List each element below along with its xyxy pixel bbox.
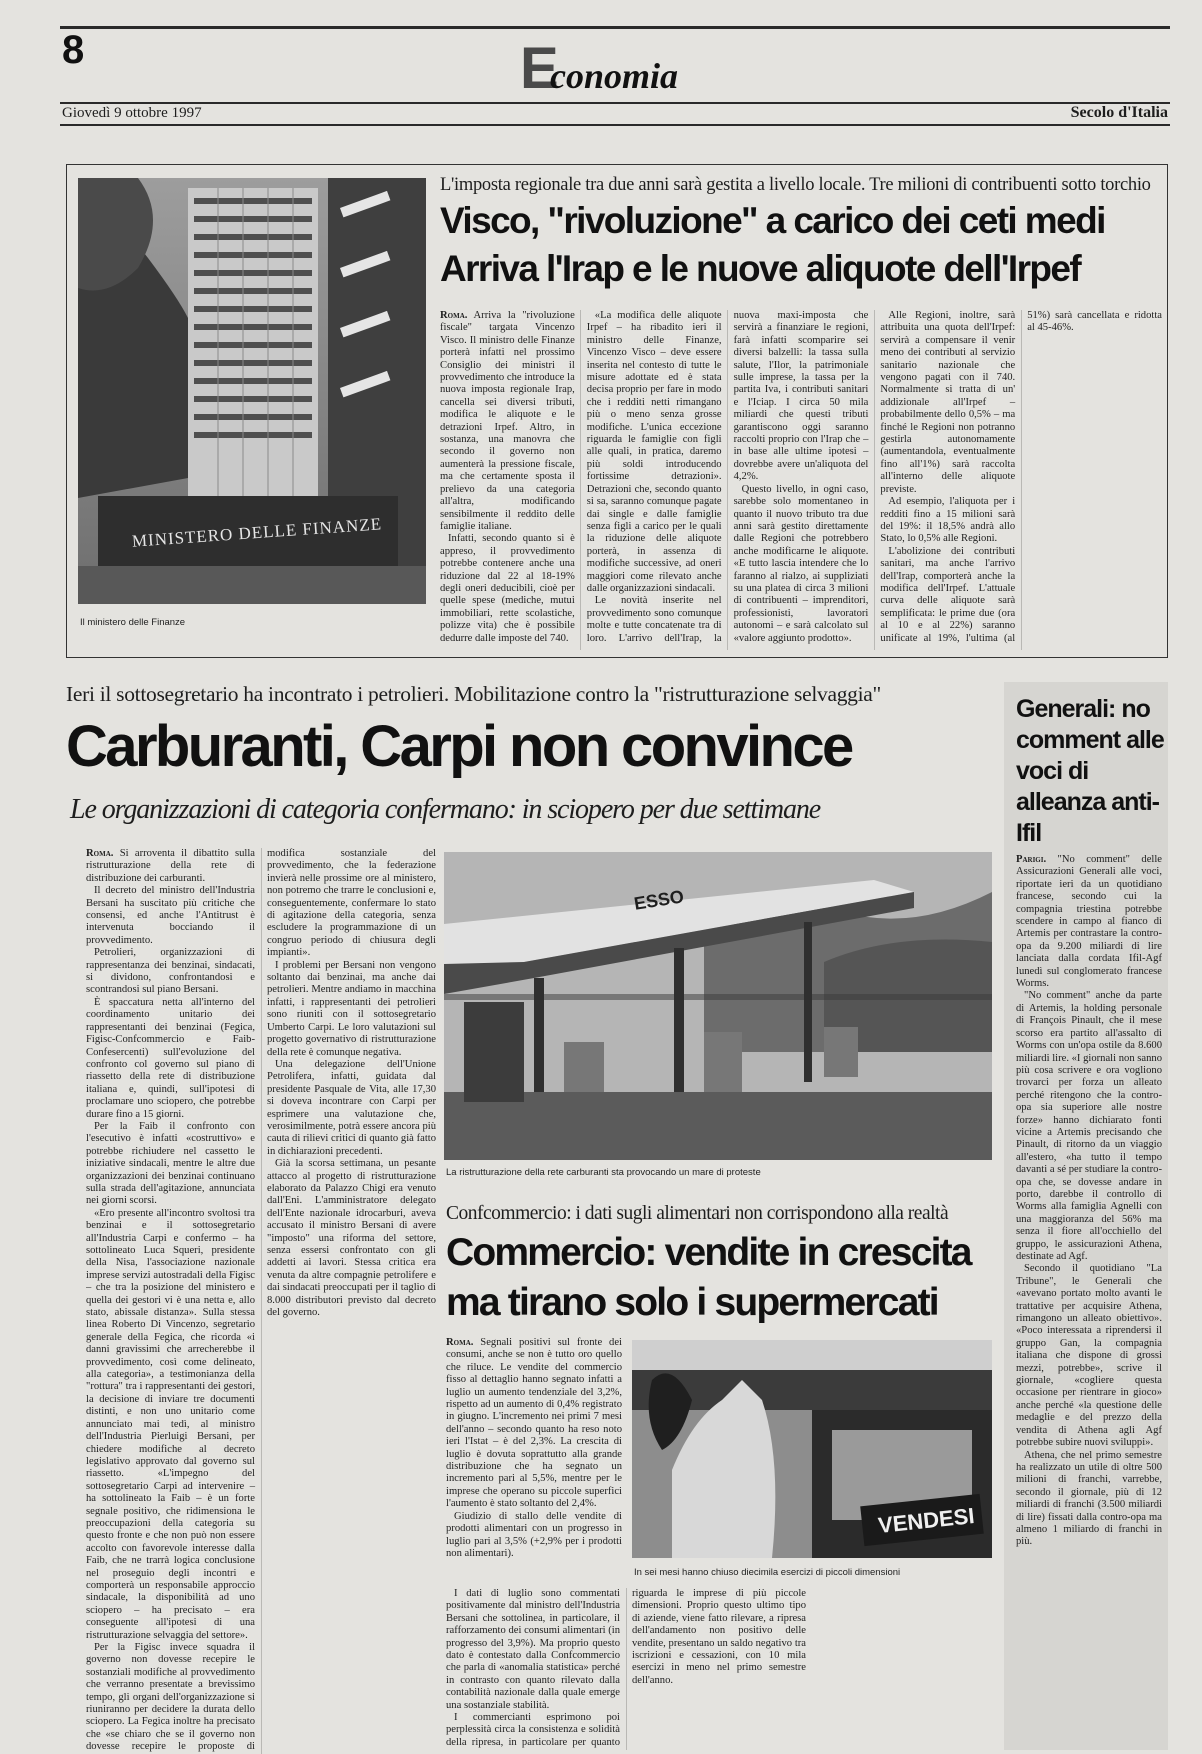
commercio-headline-line2: ma tirano solo i supermercati: [446, 1281, 938, 1324]
body-paragraph: "No comment" anche da parte di Artemis, la holding personale di François Pinault, che il mese scorso era partito all'assalto di Worms con un'opa ostile da 8.600 miliardi lire. «I giornali non sanno più cosa scrivere e ora vogliono trovarci per forza un alleato perché ritengono che la contro-opa sia superiore alle nostre forze» hanno dichiarato fonti vicine a Artemis precisando che Pinault, di ritorno da un viaggio all'estero, «ha tutto il tempo davanti a sé per studiare la contro-opa che, se dovesse andare in porto, darebbe il controllo di Worms alla famiglia Agnelli con una maggioranza del 56% ma senza il fiore all'occhiello del gruppo, le assicurazioni Athena, destinate ad Agf.: [1016, 990, 1162, 1262]
body-paragraph: Athena, che nel primo semestre ha realizzato un utile di oltre 500 milioni di franchi, varrebbe, secondo il giornale, più di 12 miliardi di franchi (3.500 miliardi di lire) fissati dalla contro-opa ma almeno 1 miliardo di franchi in più.: [1016, 1449, 1162, 1548]
body-paragraph: L'abolizione dei contributi sanitari, ma anche l'arrivo dell'Irap, comporterà anche la modifica dell'Irpef. L'attuale curva delle aliquote sarà semplificata: le prime due (ora al 10 e al 22%) saranno unificate al 19%, l'ultima (al 51%) sarà cancellata e ridotta al 45-46%.: [880, 310, 1162, 644]
body-paragraph: Il decreto del ministro dell'Industria Bersani ha suscitato più critiche che consensi, ed anche l'Antitrust è intervenuta bocciando il provvedimento.: [86, 885, 255, 946]
masthead-rule-bottom: [60, 124, 1170, 126]
body-paragraph: «Ero presente all'incontro svoltosi tra benzinai e il sottosegretario all'Industria Carpi e confermo – ha sottolineato Luca Squeri, presidente della Nisa, l'associazione nazionale imprese servizi autostradali della Figisc – che tra la posizione del ministero e quella dei gestori vi è una netta e, allo stato, abissale distanza». Sulla stessa linea Roberto Di Vincenzo, segretario generale della Fegica, che ricorda «i danni gravissimi che arrecherebbe il provvedimento, così come delineato, alla categoria», a testimonianza della "rottura" tra i rappresentanti dei gestori, la decisione di inviare tre documenti distinti, e non uno unitario come annunciato mai tedì, al ministro dell'Industria Pierluigi Bersani, per chiedere modifiche al decreto legislativo approvato dal governo sul riassetto. «L'impegno del sottosegretario Carpi ad intervenire – ha sottolineato la Faib – è un forte segnale positivo, che ridimensiona le preoccupazioni della categoria su questo fronte e che non può non essere accolto con favorevole interesse dalla Faib, che ne trarrà logica conclusione nel proseguio degli incontri e comporterà un responsabile approccio sindacale, la disponibilità ad uno sciopero – ha precisato – era conseguente all'ipotesi di una ristrutturazione selvaggia del settore».: [86, 1207, 255, 1641]
carburanti-headline: Carburanti, Carpi non convince: [66, 714, 852, 779]
page-number: 8: [62, 28, 85, 72]
ministry-photo-caption: Il ministero delle Finanze: [80, 617, 186, 628]
dateline: Roma.: [86, 848, 114, 859]
section-rest: conomia: [550, 56, 679, 96]
visco-kicker: L'imposta regionale tra due anni sarà gestita a livello locale. Tre milioni di contribuenti sotto torchio: [440, 175, 1151, 195]
visco-headline-line1: Visco, "rivoluzione" a carico dei ceti medi: [440, 200, 1105, 241]
body-paragraph: Per la Figisc invece squadra il governo non dovesse recepire le sostanziali modifiche al provvedimento che verranno presentate a brevissimo tempo, gli organi dell'organizzazione si riuniranno per decidere la durata dello sciopero. La Fegica inoltre ha precisato che «se chiaro che se il governo non dovesse recepire le proposte di modifica sostanziale del provvedimento, che la federazione invierà nelle prossime ore al ministero, non potremo che trarre le conclusioni e, conseguentemente, confermare lo stato di agitazione della categoria, senza escludere la programmazione di un congruo periodo di chiusura degli impianti».: [86, 848, 436, 1753]
body-paragraph: I commercianti esprimono poi perplessità circa la consistenza e solidità della ripresa, in particolare per quanto riguarda le imprese di più piccole dimensioni. Proprio questo ultimo tipo di aziende, viene fatto rilevare, a ripresa dell'andamento non positivo delle vendite, presentano un saldo negativo tra iscrizioni e cessazioni, con 10 mila esercizi in meno nel primo semestre dell'anno.: [446, 1588, 806, 1748]
masthead-rule: [60, 102, 1170, 104]
ministry-photo: [78, 178, 426, 604]
body-paragraph: I dati di luglio sono commentati positivamente dal ministro dell'Industria Bersani che sottolinea, in particolare, il rafforzamento dei consumi alimentari (in progresso del 3,9%). Ma proprio questo dato è contestato dalla Confcommercio che parla di «anomalia statistica» perché in contrasto con quanto rilevato dalla contabilità nazionale dalla quale emerge una sostanziale stabilità.: [446, 1588, 620, 1711]
carburanti-subhead: Le organizzazioni di categoria confermano: in sciopero per due settimane: [70, 794, 821, 825]
vendesi-photo-caption: In sei mesi hanno chiuso diecimila esercizi di piccoli dimensioni: [634, 1567, 901, 1578]
body-paragraph: Le novità inserite nel provvedimento sono comunque molte e tutte concatenate tra di loro. L'arrivo dell'Irap, la nuova maxi-imposta che servirà a finanziare le regioni, farà infatti scomparire sei diversi balzelli: la tassa sulla salute, l'Ilor, la patrimoniale sulle imprese, la tassa per la partita Iva, i contributi sanitari e l'Iciap. I circa 50 mila miliardi che questi tributi garantiscono oggi saranno raccolti proprio con l'Irap che – in base alle ultime ipotesi – dovrebbe avere un'aliquota del 4,2%.: [586, 310, 869, 644]
body-paragraph: Questo livello, in ogni caso, sarebbe solo momentaneo in quanto il nuovo tributo tra due anni sarà gestito direttamente dalle Regioni che potrebbero anche modificarne le aliquote. «E tutto lascia intendere che lo faranno al rialzo, ai suppliziati su una platea di circa 3 milioni di contribuenti – imprenditori, professionisti, lavoratori autonomi – e sarà calcolato sul «valore aggiunto prodotto».: [733, 483, 869, 644]
carburanti-body: [86, 848, 436, 1754]
commercio-headline-line1: Commercio: vendite in crescita: [446, 1231, 971, 1274]
ministry-sign-text: MINISTERO DELLE FINANZE: [131, 514, 383, 551]
newspaper-name: Secolo d'Italia: [1070, 104, 1168, 121]
visco-headline-line2: Arriva l'Irap e le nuove aliquote dell'Irpef: [440, 248, 1081, 289]
vendesi-sign-text: VENDESI: [876, 1503, 976, 1538]
section-title: [520, 36, 740, 104]
section-initial: E: [520, 36, 559, 101]
body-paragraph: Petrolieri, organizzazioni di rappresentanza dei benzinai, sindacati, si dividono, confrontandosi e scontrandosi sul piano Bersani.: [86, 947, 255, 996]
dateline: Roma.: [440, 310, 468, 321]
body-paragraph: Roma. Arriva la "rivoluzione fiscale" targata Vincenzo Visco. Il ministro delle Finanze porterà infatti nel prossimo Consiglio dei ministri il provvedimento che introduce la nuova imposta regionale Irap, cancella sei diversi tributi, modifica le aliquote e le detrazioni Irpef. Altro, in sostanza, una manovra che secondo il governo non aumenterà la pressione fiscale, ma che certamente sposta il prelievo da una categoria all'altra, modificando sensibilmente il reddito delle famiglie italiane.: [440, 310, 575, 532]
esso-station-photo: [444, 852, 992, 1160]
generali-body: [1016, 854, 1162, 1744]
body-paragraph: «La modifica delle aliquote Irpef – ha ribadito ieri il ministro delle Finanze, Vincenzo Visco – deve essere inserita nel contesto di tutte le misure adottate ed è stata decisa proprio per fare in modo che i redditi netti rimangano più o meno senza grosse modifiche. L'unica eccezione riguarda le famiglie con figli alle quali, in pratica, daremo più soldi introducendo fortissime detrazioni». Detrazioni che, secondo quanto si sa, saranno comunque pagate dai single e dalle famiglie senza figli a carico per le quali la riduzione delle aliquote porterà, in assenza di modifiche successive, ad oneri maggiori come rilevato anche dalle organizzazioni sindacali.: [586, 310, 722, 594]
body-paragraph: Ad esempio, l'aliquota per i redditi fino a 15 milioni sarà del 19%: il 18,5% andrà allo Stato, lo 0,5% alle Regioni.: [880, 496, 1016, 545]
carburanti-kicker: Ieri il sottosegretario ha incontrato i petrolieri. Mobilitazione contro la "ristrutturazione selvaggia": [66, 682, 882, 706]
vendesi-photo: [632, 1340, 992, 1558]
top-rule: [60, 26, 1170, 29]
body-paragraph: I problemi per Bersani non vengono soltanto dai benzinai, ma anche dai petrolieri. Mentre andiamo in macchina infatti, i rappresentanti dei petrolieri sono riuniti con il sottosegretario Umberto Carpi. Le loro valutazioni sul progetto governativo di ristrutturazione della rete è comunque negativa.: [267, 959, 436, 1058]
visco-body: [440, 310, 1162, 650]
body-paragraph: Una delegazione dell'Unione Petrolifera, infatti, guidata dal presidente Pasquale de Vita, alle 17,30 si doveva incontrare con Carpi per esprimere una valutazione che, verosimilmente, potrà essere ancora più cauta di rilievi critici di quanto già fatto in dichiarazioni precedenti.: [267, 1058, 436, 1157]
generali-headline: Generali: no comment alle voci di alleanza anti-Ifil: [1016, 695, 1164, 847]
commercio-body-bottom: [446, 1588, 992, 1750]
body-paragraph: Giudizio di stallo delle vendite di prodotti alimentari con un progresso in luglio pari al 3,5% (+2,9% per i prodotti non alimentari).: [446, 1510, 622, 1559]
commercio-kicker: Confcommercio: i dati sugli alimentari non corrispondono alla realtà: [446, 1203, 949, 1224]
body-paragraph: Per la Faib il confronto con l'esecutivo è infatti «costruttivo» e potrebbe richiudere nel cassetto le iniziative sindacali, mentre le altre due organizzazioni dei benzinai continuano sulla strada dell'agitazione, annunciata nei giorni scorsi.: [86, 1120, 255, 1207]
esso-sign-text: ESSO: [632, 886, 686, 914]
issue-date: Giovedì 9 ottobre 1997: [62, 105, 202, 121]
commercio-body-top: [446, 1337, 622, 1581]
dateline: Parigi.: [1016, 854, 1047, 865]
body-paragraph: Roma. Si arroventa il dibattito sulla ristrutturazione della rete di distribuzione dei carburanti.: [86, 848, 255, 884]
body-paragraph: Infatti, secondo quanto si è appreso, il provvedimento potrebbe contenere anche una riduzione dal 22 al 18-19% degli oneri deducibili, cioè per quelle spese (mediche, mutui immobiliari, rette scolastiche, polizze vita) che è possibile dedurre dalle imposte del 740.: [440, 533, 575, 644]
body-paragraph: Già la scorsa settimana, un pesante attacco al progetto di ristrutturazione elaborato da Palazzo Chigi era venuto dall'Eni. L'amministratore delegato dell'Ente nazionale idrocarburi, aveva accusato il ministro Bersani di avere "imposto" una riforma del settore, senza essersi confrontato con gli addetti ai lavori. Stessa critica era venuta da altre compagnie petrolifere e dai sindacati preoccupati per il taglio di 8.000 distributori previsto dal decreto del governo.: [267, 1158, 436, 1319]
body-paragraph: Secondo il quotidiano "La Tribune", le Generali che «avevano portato molto avanti le trattative per acquisire Athena, rimangono un alleato obiettivo». «Poco interessata a riprendersi il gruppo Gan, la compagnia italiana che dispone di grossi mezzi, potrebbe», scrive il giornale, «cogliere questa occasione per rientrare in gioco» anche perché «la questione delle medaglie e del prezzo della vendita di Athena agli Agf potrebbe subire nuovi sviluppi».: [1016, 1263, 1162, 1449]
body-paragraph: Alle Regioni, inoltre, sarà attribuita una quota dell'Irpef: servirà a compensare il venir meno dei contributi al servizio sanitario nazionale che vengono pagati con il 740. Normalmente si tratta di un' addizionale all'Irpef – probabilmente dello 0,5% – ma finché le Regioni non potranno gestirla autonomamente (aumentandola, eventualmente fino all'1%) sarà raccolta all'interno delle aliquote previste.: [880, 310, 1016, 495]
esso-photo-caption: La ristrutturazione della rete carburanti sta provocando un mare di proteste: [446, 1167, 761, 1178]
dateline: Roma.: [446, 1337, 474, 1348]
body-paragraph: Roma. Segnali positivi sul fronte dei consumi, anche se non è tutto oro quello che riluce. Le vendite del commercio fisso al dettaglio hanno segnato infatti a luglio un aumento tendenziale del 3,2%, rispetto ad un aumento di 0,4% registrato in giugno. L'incremento nei primi 7 mesi dell'anno – secondo quanto ha reso noto ieri l'Istat – è del 2,3%. La crescita di luglio è dovuta soprattutto alla grande distribuzione che ha segnato un incremento pari al 5,5%, mentre per le imprese che operano su piccole superfici l'aumento è stato soltanto del 2,4%.: [446, 1337, 622, 1510]
body-paragraph: È spaccatura netta all'interno del coordinamento unitario dei rappresentanti dei benzinai (Fegica, Figisc-Confcommercio e Faib-Confesercenti) sull'evoluzione del confronto col governo sul piano di riassetto della rete di distribuzione italiana e, quindi, sull'ipotesi di proclamare uno sciopero, che potrebbe durare fino a 15 giorni.: [86, 996, 255, 1120]
esso-station-image: [444, 852, 992, 1160]
body-paragraph: Parigi. "No comment" delle Assicurazioni Generali alle voci, riportate ieri da un quotidiano francese, secondo cui la compagnia triestina potrebbe scendere in campo al fianco di Artemis per contrastare la contro-opa da 9.200 miliardi di lire lanciata dalla cordata Ifil-Agf lunedì sul conglomerato francese Worms.: [1016, 854, 1162, 990]
